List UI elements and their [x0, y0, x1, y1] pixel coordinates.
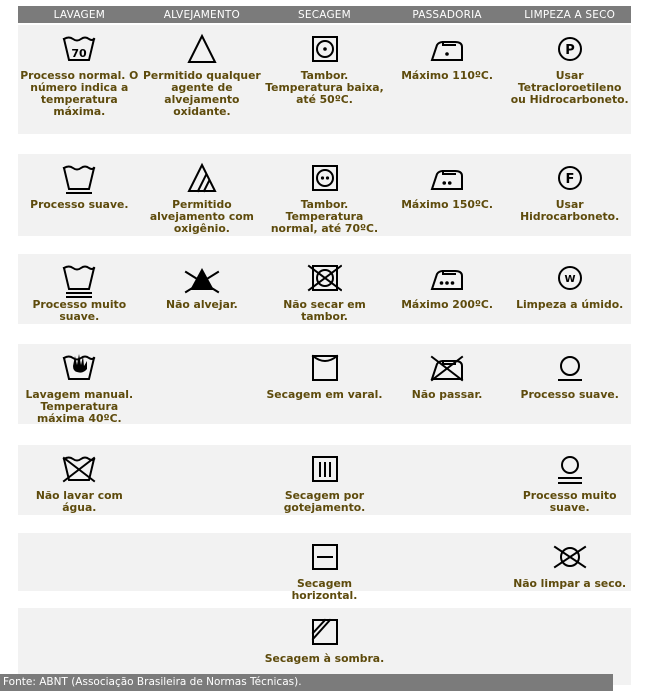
- symbol-description: Processo muito suave.: [32, 298, 127, 323]
- table-cell: [263, 254, 386, 324]
- iron-three-dots-icon: [429, 262, 465, 298]
- symbol-description: Tambor. Temperatura normal, até 70ºC.: [270, 198, 379, 235]
- symbol-description: Não limpar a seco.: [513, 577, 627, 590]
- table-cell: [263, 154, 386, 236]
- table-cell: [141, 154, 264, 236]
- table-cell: [141, 533, 264, 591]
- no-dry-clean-icon: [552, 541, 588, 577]
- symbol-description: Processo suave.: [30, 198, 129, 211]
- svg-text:W: W: [564, 274, 576, 285]
- table-row: [18, 254, 631, 324]
- table-cell: [386, 25, 509, 134]
- table-cell: [508, 533, 631, 591]
- table-cell: [263, 25, 386, 134]
- bleach-triangle-icon: [184, 33, 220, 69]
- table-cell: [263, 533, 386, 602]
- symbol-description: Secagem em varal.: [266, 388, 383, 401]
- table-cell: [141, 25, 264, 134]
- table-cell: [508, 445, 631, 515]
- iron-two-dots-icon: [429, 162, 465, 198]
- symbol-description: Secagem horizontal.: [291, 577, 358, 602]
- table-row: [18, 445, 631, 515]
- symbol-description: Tambor. Temperatura baixa, até 50ºC.: [265, 69, 384, 106]
- symbol-description: Máximo 150ºC.: [401, 198, 493, 211]
- table-cell: [18, 25, 141, 134]
- header-lavagem: LAVAGEM: [53, 8, 105, 21]
- wash-very-gentle-icon: [61, 262, 97, 298]
- source-footer: Fonte: ABNT (Associação Brasileira de Normas Técnicas).: [0, 674, 613, 691]
- symbol-description: Usar Hidrocarboneto.: [520, 198, 620, 223]
- table-cell: [141, 344, 264, 424]
- symbol-description: Não passar.: [411, 388, 483, 401]
- symbol-description: Secagem por gotejamento.: [283, 489, 366, 514]
- table-cell: [386, 533, 509, 591]
- table-row: [18, 533, 631, 602]
- table-cell: [386, 445, 509, 515]
- iron-one-dot-icon: [429, 33, 465, 69]
- header-passadoria: PASSADORIA: [412, 8, 482, 21]
- gentle-clean-circle-icon: [552, 352, 588, 388]
- symbol-description: Máximo 200ºC.: [401, 298, 493, 311]
- symbol-description: Lavagem manual. Temperatura máxima 40ºC.: [25, 388, 134, 425]
- care-symbols-table: [18, 6, 631, 665]
- dry-clean-f-icon: [552, 162, 588, 198]
- table-cell: [386, 154, 509, 236]
- header-limpeza-a-seco: LIMPEZA A SECO: [524, 8, 616, 21]
- wash-gentle-icon: [61, 162, 97, 198]
- wash-70-icon: [61, 33, 97, 69]
- svg-text:70: 70: [71, 47, 87, 60]
- symbol-description: Usar Tetracloroetileno ou Hidrocarboneto.: [510, 69, 629, 106]
- table-cell: [508, 344, 631, 424]
- dry-clean-p-icon: [552, 33, 588, 69]
- table-cell: [18, 445, 141, 515]
- symbol-description: Limpeza a úmido.: [516, 298, 624, 311]
- table-cell: [141, 445, 264, 515]
- symbol-description: Não lavar com água.: [35, 489, 123, 514]
- flat-dry-icon: [306, 541, 342, 577]
- drip-dry-icon: [306, 453, 342, 489]
- line-dry-icon: [306, 352, 342, 388]
- svg-text:P: P: [564, 43, 575, 58]
- table-cell: [141, 254, 264, 324]
- table-cell: [386, 254, 509, 324]
- no-tumble-dry-icon: [306, 262, 342, 298]
- table-cell: [263, 445, 386, 515]
- no-iron-icon: [429, 352, 465, 388]
- table-cell: [18, 254, 141, 324]
- header-row: [18, 6, 631, 23]
- table-cell: [18, 344, 141, 424]
- hand-wash-icon: [61, 352, 97, 388]
- table-cell: [508, 154, 631, 236]
- very-gentle-clean-circle-icon: [552, 453, 588, 489]
- symbol-description: Permitido qualquer agente de alvejamento oxidante.: [143, 69, 261, 118]
- header-alvejamento: ALVEJAMENTO: [163, 8, 240, 21]
- symbol-description: Processo muito suave.: [522, 489, 617, 514]
- table-cell: [508, 25, 631, 134]
- no-wash-icon: [61, 453, 97, 489]
- header-secagem: SECAGEM: [298, 8, 351, 21]
- table-cell: [508, 254, 631, 324]
- table-row: [18, 154, 631, 236]
- table-row: [18, 25, 631, 134]
- bleach-oxygen-icon: [184, 162, 220, 198]
- no-bleach-icon: [184, 262, 220, 298]
- shade-dry-icon: [306, 616, 342, 652]
- symbol-description: Não secar em tambor.: [283, 298, 366, 323]
- symbol-description: Máximo 110ºC.: [401, 69, 493, 82]
- tumble-dry-low-icon: [306, 33, 342, 69]
- symbol-description: Processo normal. O número indica a temperatura máxima.: [20, 69, 139, 118]
- table-cell: [263, 344, 386, 424]
- table-cell: [18, 154, 141, 236]
- svg-text:F: F: [565, 172, 575, 187]
- symbol-description: Não alvejar.: [166, 298, 238, 311]
- table-cell: [18, 533, 141, 591]
- table-cell: [386, 344, 509, 424]
- symbol-description: Processo suave.: [520, 388, 619, 401]
- wet-clean-w-icon: [552, 262, 588, 298]
- tumble-dry-normal-icon: [306, 162, 342, 198]
- symbol-description: Permitido alvejamento com oxigênio.: [149, 198, 254, 235]
- symbol-description: Secagem à sombra.: [264, 652, 385, 665]
- table-row: [18, 344, 631, 424]
